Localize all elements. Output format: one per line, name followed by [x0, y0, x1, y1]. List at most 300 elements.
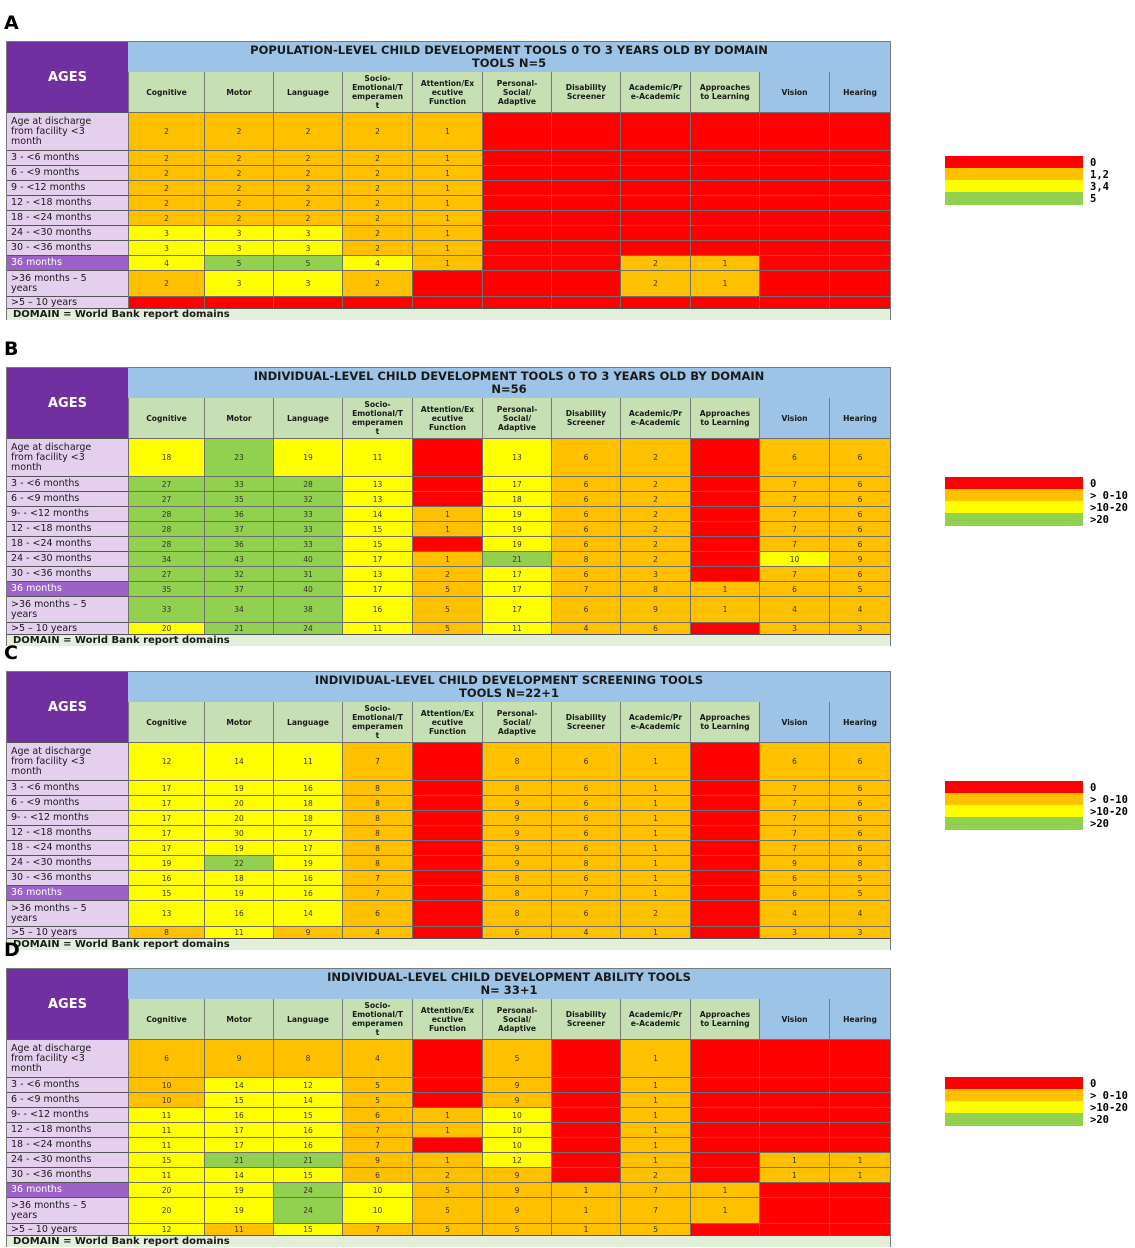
heatmap-cell: 20	[128, 1197, 204, 1223]
heatmap-cell: 1	[620, 926, 690, 938]
heatmap-cell	[759, 1223, 829, 1235]
heatmap-cell	[690, 840, 759, 855]
heatmap-cell: 6	[551, 438, 620, 476]
heatmap-cell: 22	[204, 855, 273, 870]
heatmap-cell: 2	[273, 210, 342, 225]
heatmap-cell	[690, 150, 759, 165]
heatmap-cell: 1	[690, 581, 759, 596]
heatmap-cell: 2	[412, 1167, 482, 1182]
heatmap-cell: 6	[551, 780, 620, 795]
heatmap-cell: 8	[551, 855, 620, 870]
heatmap-cell	[690, 225, 759, 240]
heatmap-cell: 4	[342, 926, 412, 938]
heatmap-cell: 27	[128, 566, 204, 581]
heatmap-cell: 1	[412, 210, 482, 225]
heatmap-cell: 5	[482, 1039, 551, 1077]
heatmap-cell	[412, 296, 482, 308]
heatmap-cell: 5	[829, 885, 890, 900]
heatmap-cell	[412, 926, 482, 938]
heatmap-cell	[829, 296, 890, 308]
heatmap-cell: 3	[829, 622, 890, 634]
heatmap-cell: 4	[759, 900, 829, 926]
legend-entry	[945, 192, 1097, 205]
column-header: Personal- Social/ Adaptive	[482, 999, 551, 1039]
heatmap-cell: 18	[273, 795, 342, 810]
heatmap-cell: 8	[829, 855, 890, 870]
heatmap-cell: 7	[620, 1182, 690, 1197]
heatmap-cell	[412, 1077, 482, 1092]
chart-title: POPULATION-LEVEL CHILD DEVELOPMENT TOOLS 0 TO 3 YEARS OLD BY DOMAIN TOOLS N=5	[128, 42, 890, 72]
panel-letter: A	[4, 12, 19, 34]
heatmap-cell	[412, 1137, 482, 1152]
heatmap-cell: 3	[204, 225, 273, 240]
heatmap-cell: 1	[620, 742, 690, 780]
heatmap-cell: 7	[759, 506, 829, 521]
row-label: 6 - <9 months	[7, 491, 128, 506]
heatmap-cell: 8	[482, 870, 551, 885]
heatmap-cell: 9	[482, 855, 551, 870]
heatmap-cell: 3	[128, 240, 204, 255]
heatmap-cell	[412, 855, 482, 870]
column-header: Socio- Emotional/T emperamen t	[342, 702, 412, 742]
heatmap-cell	[690, 165, 759, 180]
heatmap-cell	[759, 1137, 829, 1152]
heatmap-cell	[829, 240, 890, 255]
heatmap-cell: 9	[482, 840, 551, 855]
column-header: Disability Screener	[551, 72, 620, 112]
heatmap-cell: 9	[482, 795, 551, 810]
heatmap-cell	[690, 870, 759, 885]
heatmap-cell: 2	[204, 180, 273, 195]
heatmap-cell	[551, 296, 620, 308]
row-label: Age at discharge from facility <3 month	[7, 742, 128, 780]
heatmap-cell: 17	[128, 810, 204, 825]
column-header: Cognitive	[128, 702, 204, 742]
heatmap-cell: 5	[204, 255, 273, 270]
heatmap-cell	[551, 210, 620, 225]
heatmap-cell: 17	[273, 840, 342, 855]
heatmap-cell: 7	[342, 870, 412, 885]
heatmap-cell: 15	[204, 1092, 273, 1107]
heatmap-cell: 15	[273, 1107, 342, 1122]
heatmap-cell	[829, 165, 890, 180]
ages-header: AGES	[7, 42, 128, 112]
heatmap-cell: 6	[551, 742, 620, 780]
heatmap-cell: 1	[412, 1122, 482, 1137]
heatmap-cell: 15	[128, 1152, 204, 1167]
heatmap-cell: 7	[620, 1197, 690, 1223]
heatmap-cell: 9	[482, 1182, 551, 1197]
heatmap-cell	[342, 296, 412, 308]
heatmap-cell: 3	[273, 225, 342, 240]
row-label: >5 – 10 years	[7, 296, 128, 308]
heatmap-cell: 2	[620, 438, 690, 476]
heatmap-cell: 3	[273, 240, 342, 255]
legend-label: 5	[1090, 193, 1097, 205]
heatmap-table	[6, 41, 891, 320]
heatmap-cell: 1	[412, 165, 482, 180]
heatmap-cell: 7	[759, 840, 829, 855]
heatmap-cell: 8	[482, 742, 551, 780]
heatmap-cell: 30	[204, 825, 273, 840]
heatmap-cell: 1	[620, 1122, 690, 1137]
row-label: 30 - <36 months	[7, 1167, 128, 1182]
row-label: 24 - <30 months	[7, 855, 128, 870]
heatmap-cell: 14	[273, 1092, 342, 1107]
column-header: Attention/Ex ecutive Function	[412, 702, 482, 742]
column-header: Cognitive	[128, 999, 204, 1039]
row-label: 3 - <6 months	[7, 150, 128, 165]
heatmap-cell	[829, 1039, 890, 1077]
heatmap-cell	[690, 1107, 759, 1122]
heatmap-cell: 7	[551, 581, 620, 596]
heatmap-cell	[690, 1122, 759, 1137]
heatmap-cell: 10	[482, 1107, 551, 1122]
heatmap-cell	[690, 195, 759, 210]
heatmap-cell: 15	[342, 536, 412, 551]
heatmap-cell: 14	[342, 506, 412, 521]
legend-swatch	[945, 1113, 1083, 1126]
heatmap-cell: 3	[204, 240, 273, 255]
heatmap-cell: 13	[128, 900, 204, 926]
heatmap-cell: 32	[273, 491, 342, 506]
heatmap-cell: 37	[204, 521, 273, 536]
heatmap-cell	[620, 195, 690, 210]
legend-label: 0	[1090, 157, 1097, 169]
heatmap-cell: 4	[128, 255, 204, 270]
heatmap-cell	[482, 225, 551, 240]
heatmap-cell: 19	[128, 855, 204, 870]
heatmap-cell: 11	[128, 1167, 204, 1182]
chart-title: INDIVIDUAL-LEVEL CHILD DEVELOPMENT SCREENING TOOLS TOOLS N=22+1	[128, 672, 890, 702]
heatmap-cell: 6	[551, 596, 620, 622]
heatmap-table	[6, 968, 891, 1247]
column-header: Vision	[759, 398, 829, 438]
heatmap-cell: 19	[482, 506, 551, 521]
heatmap-cell: 33	[128, 596, 204, 622]
column-header: Hearing	[829, 999, 890, 1039]
ages-header: AGES	[7, 969, 128, 1039]
heatmap-cell: 6	[759, 438, 829, 476]
heatmap-cell	[759, 195, 829, 210]
heatmap-cell	[204, 296, 273, 308]
heatmap-cell: 1	[620, 1107, 690, 1122]
heatmap-cell: 9	[620, 596, 690, 622]
heatmap-cell	[690, 210, 759, 225]
heatmap-cell: 12	[273, 1077, 342, 1092]
heatmap-cell	[412, 900, 482, 926]
heatmap-table	[6, 671, 891, 950]
row-label: 9- - <12 months	[7, 1107, 128, 1122]
heatmap-cell: 1	[620, 1152, 690, 1167]
column-header: Attention/Ex ecutive Function	[412, 398, 482, 438]
legend-label: 0	[1090, 782, 1097, 794]
heatmap-cell: 10	[128, 1077, 204, 1092]
column-header: Hearing	[829, 398, 890, 438]
heatmap-cell	[551, 1107, 620, 1122]
heatmap-cell: 2	[342, 270, 412, 296]
heatmap-cell	[412, 476, 482, 491]
column-header: Approaches to Learning	[690, 702, 759, 742]
heatmap-cell: 17	[482, 476, 551, 491]
heatmap-cell	[620, 210, 690, 225]
heatmap-cell: 11	[342, 622, 412, 634]
heatmap-cell: 7	[342, 1137, 412, 1152]
heatmap-cell: 1	[551, 1197, 620, 1223]
row-label: >5 – 10 years	[7, 1223, 128, 1235]
row-label: 18 - <24 months	[7, 210, 128, 225]
column-header: Motor	[204, 702, 273, 742]
column-header: Personal- Social/ Adaptive	[482, 702, 551, 742]
heatmap-cell: 1	[551, 1223, 620, 1235]
row-label: >5 – 10 years	[7, 622, 128, 634]
row-label: 24 - <30 months	[7, 551, 128, 566]
heatmap-cell: 36	[204, 506, 273, 521]
heatmap-cell	[551, 112, 620, 150]
heatmap-cell: 1	[620, 810, 690, 825]
heatmap-cell: 1	[620, 1039, 690, 1077]
heatmap-cell: 2	[128, 210, 204, 225]
heatmap-cell	[829, 1182, 890, 1197]
footer-note: DOMAIN = World Bank report domains	[7, 1235, 890, 1247]
heatmap-cell: 17	[482, 581, 551, 596]
heatmap-cell: 1	[620, 825, 690, 840]
heatmap-cell	[482, 296, 551, 308]
heatmap-cell: 21	[204, 622, 273, 634]
heatmap-cell: 6	[551, 870, 620, 885]
legend-label: 0	[1090, 478, 1097, 490]
heatmap-cell: 2	[342, 240, 412, 255]
heatmap-cell: 1	[829, 1152, 890, 1167]
heatmap-cell: 11	[128, 1107, 204, 1122]
heatmap-cell: 16	[273, 780, 342, 795]
ages-header: AGES	[7, 368, 128, 438]
heatmap-cell	[690, 438, 759, 476]
heatmap-cell: 1	[690, 270, 759, 296]
row-label: 9- - <12 months	[7, 810, 128, 825]
heatmap-cell: 1	[759, 1167, 829, 1182]
heatmap-cell	[690, 1152, 759, 1167]
heatmap-cell: 6	[829, 780, 890, 795]
heatmap-cell: 8	[128, 926, 204, 938]
heatmap-cell	[482, 255, 551, 270]
heatmap-cell: 19	[273, 438, 342, 476]
heatmap-cell	[482, 180, 551, 195]
heatmap-cell: 3	[128, 225, 204, 240]
heatmap-cell	[551, 270, 620, 296]
legend-swatch	[945, 192, 1083, 205]
heatmap-cell: 15	[273, 1167, 342, 1182]
heatmap-cell: 2	[342, 225, 412, 240]
heatmap-cell: 9	[829, 551, 890, 566]
row-label: 9- - <12 months	[7, 506, 128, 521]
heatmap-cell: 7	[759, 476, 829, 491]
row-label: 6 - <9 months	[7, 795, 128, 810]
heatmap-cell: 1	[620, 780, 690, 795]
heatmap-cell	[829, 255, 890, 270]
row-label: 36 months	[7, 255, 128, 270]
heatmap-cell	[690, 566, 759, 581]
row-label: 6 - <9 months	[7, 165, 128, 180]
row-label: 18 - <24 months	[7, 840, 128, 855]
heatmap-cell	[759, 210, 829, 225]
heatmap-cell	[759, 1039, 829, 1077]
heatmap-cell: 5	[412, 1223, 482, 1235]
heatmap-cell: 19	[482, 521, 551, 536]
heatmap-cell: 5	[412, 622, 482, 634]
heatmap-cell	[690, 1092, 759, 1107]
heatmap-cell: 6	[342, 1107, 412, 1122]
row-label: 12 - <18 months	[7, 521, 128, 536]
footer-note: DOMAIN = World Bank report domains	[7, 634, 890, 646]
heatmap-cell: 8	[482, 885, 551, 900]
heatmap-cell: 2	[204, 210, 273, 225]
legend-label: > 0-10	[1090, 794, 1128, 806]
heatmap-cell	[759, 255, 829, 270]
heatmap-cell	[690, 900, 759, 926]
column-header: Motor	[204, 398, 273, 438]
heatmap-cell	[759, 1182, 829, 1197]
heatmap-cell: 11	[128, 1122, 204, 1137]
heatmap-cell: 2	[620, 1167, 690, 1182]
heatmap-cell: 17	[342, 581, 412, 596]
heatmap-cell: 1	[551, 1182, 620, 1197]
column-header: Academic/Pr e-Academic	[620, 702, 690, 742]
heatmap-cell	[412, 536, 482, 551]
heatmap-cell: 16	[273, 1122, 342, 1137]
heatmap-cell: 34	[128, 551, 204, 566]
heatmap-cell: 1	[412, 240, 482, 255]
heatmap-cell: 5	[412, 1182, 482, 1197]
column-header: Language	[273, 72, 342, 112]
column-header: Socio- Emotional/T emperamen t	[342, 72, 412, 112]
heatmap-cell	[759, 1107, 829, 1122]
heatmap-cell: 35	[204, 491, 273, 506]
heatmap-cell	[273, 296, 342, 308]
heatmap-cell: 2	[620, 536, 690, 551]
row-label: 30 - <36 months	[7, 870, 128, 885]
heatmap-cell: 11	[204, 926, 273, 938]
heatmap-cell: 34	[204, 596, 273, 622]
heatmap-cell: 1	[620, 1092, 690, 1107]
heatmap-cell: 6	[829, 521, 890, 536]
heatmap-cell: 2	[204, 195, 273, 210]
row-label: >5 – 10 years	[7, 926, 128, 938]
heatmap-cell: 6	[620, 622, 690, 634]
heatmap-cell: 2	[204, 150, 273, 165]
column-header: Language	[273, 702, 342, 742]
heatmap-cell: 6	[551, 536, 620, 551]
heatmap-cell: 7	[759, 780, 829, 795]
heatmap-cell: 10	[342, 1197, 412, 1223]
heatmap-cell: 15	[342, 521, 412, 536]
heatmap-cell: 4	[551, 622, 620, 634]
heatmap-cell: 19	[204, 1182, 273, 1197]
heatmap-cell: 28	[128, 521, 204, 536]
heatmap-cell: 18	[204, 870, 273, 885]
heatmap-cell: 40	[273, 551, 342, 566]
heatmap-cell	[759, 1197, 829, 1223]
heatmap-cell: 10	[128, 1092, 204, 1107]
heatmap-cell: 18	[482, 491, 551, 506]
heatmap-cell: 2	[342, 112, 412, 150]
heatmap-cell	[829, 1077, 890, 1092]
heatmap-cell: 5	[829, 870, 890, 885]
heatmap-cell: 14	[204, 742, 273, 780]
heatmap-cell: 6	[759, 581, 829, 596]
row-label: 18 - <24 months	[7, 1137, 128, 1152]
heatmap-cell: 1	[412, 1152, 482, 1167]
heatmap-cell: 28	[273, 476, 342, 491]
heatmap-cell: 9	[482, 1092, 551, 1107]
column-header: Disability Screener	[551, 702, 620, 742]
heatmap-cell	[759, 240, 829, 255]
heatmap-cell: 2	[273, 195, 342, 210]
heatmap-cell: 7	[342, 742, 412, 780]
heatmap-cell: 3	[829, 926, 890, 938]
heatmap-cell: 17	[342, 551, 412, 566]
heatmap-cell: 1	[620, 1137, 690, 1152]
heatmap-cell: 28	[128, 506, 204, 521]
heatmap-cell: 2	[273, 150, 342, 165]
heatmap-cell: 1	[412, 551, 482, 566]
heatmap-cell: 5	[412, 596, 482, 622]
heatmap-cell: 27	[128, 476, 204, 491]
heatmap-cell: 1	[412, 180, 482, 195]
heatmap-cell	[551, 1122, 620, 1137]
heatmap-cell	[829, 180, 890, 195]
heatmap-cell: 7	[342, 1223, 412, 1235]
column-header: Attention/Ex ecutive Function	[412, 72, 482, 112]
column-header: Approaches to Learning	[690, 999, 759, 1039]
heatmap-cell: 40	[273, 581, 342, 596]
heatmap-cell: 16	[273, 1137, 342, 1152]
column-header: Hearing	[829, 702, 890, 742]
heatmap-cell: 5	[620, 1223, 690, 1235]
heatmap-cell	[551, 225, 620, 240]
heatmap-cell: 12	[128, 1223, 204, 1235]
heatmap-cell	[690, 795, 759, 810]
heatmap-cell: 2	[128, 195, 204, 210]
heatmap-cell: 10	[759, 551, 829, 566]
heatmap-cell: 8	[342, 795, 412, 810]
chart-title: INDIVIDUAL-LEVEL CHILD DEVELOPMENT TOOLS 0 TO 3 YEARS OLD BY DOMAIN N=56	[128, 368, 890, 398]
heatmap-cell	[551, 1092, 620, 1107]
heatmap-cell: 2	[128, 165, 204, 180]
heatmap-cell: 4	[551, 926, 620, 938]
heatmap-cell: 2	[342, 210, 412, 225]
heatmap-cell: 6	[551, 825, 620, 840]
footer-note: DOMAIN = World Bank report domains	[7, 938, 890, 950]
row-label: 18 - <24 months	[7, 536, 128, 551]
heatmap-cell: 1	[412, 1107, 482, 1122]
heatmap-cell: 17	[128, 795, 204, 810]
heatmap-cell: 20	[204, 810, 273, 825]
heatmap-cell: 9	[482, 1167, 551, 1182]
heatmap-cell	[412, 438, 482, 476]
heatmap-cell: 17	[204, 1137, 273, 1152]
heatmap-cell	[759, 180, 829, 195]
heatmap-cell	[620, 112, 690, 150]
row-label: 9 - <12 months	[7, 180, 128, 195]
heatmap-cell	[482, 195, 551, 210]
heatmap-cell: 6	[551, 795, 620, 810]
heatmap-cell	[690, 240, 759, 255]
column-header: Vision	[759, 999, 829, 1039]
heatmap-cell: 5	[829, 581, 890, 596]
column-header: Motor	[204, 72, 273, 112]
heatmap-cell: 8	[342, 840, 412, 855]
